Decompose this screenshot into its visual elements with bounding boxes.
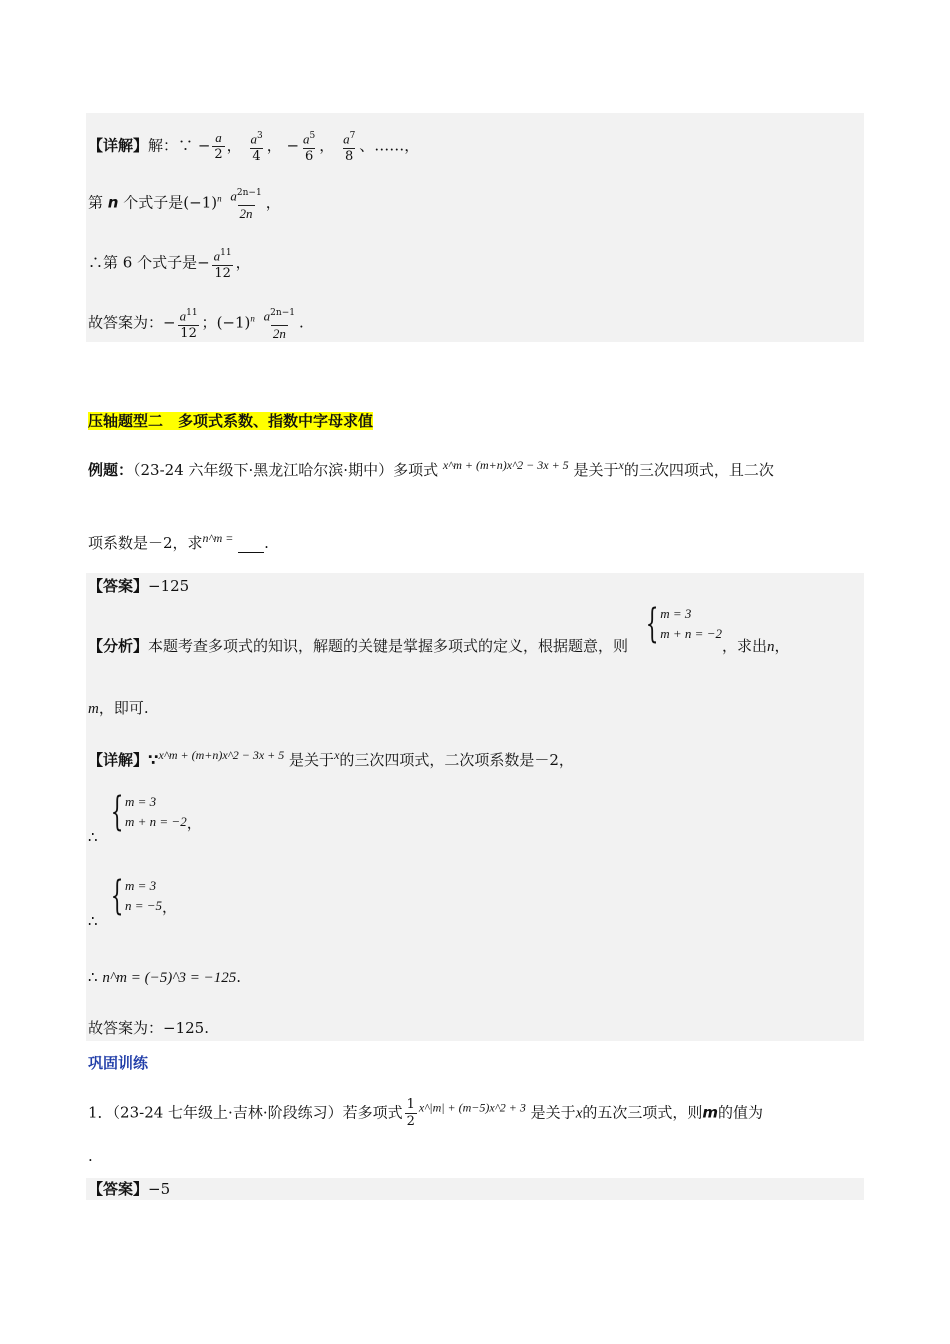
final-answer-line: 故答案为：−125. — [88, 1019, 209, 1037]
general-term-fraction: $\frac{a^{2n-1}}{2n}$ — [230, 188, 262, 222]
fraction-4: $\frac{a^7}{8}$ — [343, 131, 356, 165]
detail-line: 【详解】∵$^{x\^{}m + (m+n)x\^{}2 - 3x + 5}$ 是关于$^x$的三次四项式，二次项系数是－2， — [88, 748, 574, 769]
sixth-term-fraction: $\frac{a^{11}}{12}$ — [213, 248, 232, 282]
practice-answer-box — [86, 1178, 864, 1200]
practice-question-1: 1．（23-24 七年级上·吉林·阶段练习）若多项式 $\frac{1}{2}$ $^{x\^{}|m| + (m-5)x\^{}2 + 3}$ 是关于x的五次三项式，则m的值为 — [88, 1097, 764, 1129]
answer-general-fraction: $\frac{a^{2n-1}}{2n}$ — [263, 308, 295, 342]
answer-blank — [238, 538, 264, 553]
step-1: ∴ { m = 3 m + n = −2 ， — [88, 789, 202, 846]
fraction-2: $\frac{a^3}{4}$ — [250, 131, 263, 165]
ask-expression: n^m = — [202, 531, 234, 545]
step-2: ∴ { m = 3 n = −5 ， — [88, 873, 178, 930]
answer-value: −125 — [148, 577, 190, 595]
example-label: 例题： — [88, 461, 134, 479]
example-polynomial: x^m + (m+n)x^2 − 3x + 5 — [442, 458, 569, 472]
answer-fraction: $\frac{a^{11}}{12}$ — [179, 308, 198, 342]
analysis-line-2: m，即可. — [88, 699, 149, 717]
detail-line-1: 【详解】解：∵ − $\frac{a}{2}$ ， $\frac{a^3}{4}$ ， − $\frac{a^5}{6}$ ， $\frac{a^7}{8}$ 、……， — [88, 128, 419, 165]
practice-title: 巩固训练 — [88, 1054, 149, 1072]
analysis-line: 【分析】本题考查多项式的知识，解题的关键是掌握多项式的定义，根据题意，则 { m = 3 m + n = −2 ，求出n， — [88, 601, 790, 655]
fraction-1: $\frac{a}{2}$ — [214, 130, 223, 163]
detail-tag: 【详解】 — [88, 136, 149, 155]
system-of-equations: { m = 3 m + n = −2 — [645, 601, 722, 647]
detail-line-2: 第 n 个式子是$(-1)^n$ $\frac{a^{2n-1}}{2n}$ ， — [88, 185, 281, 222]
minus-sign: − — [197, 136, 211, 155]
example-line-2: 项系数是－2，求$^{n\^{}m =}$ . — [88, 531, 269, 552]
fraction-3: $\frac{a^5}{6}$ — [303, 131, 316, 165]
power-result: n^m = (−5)^3 = −125 — [102, 970, 237, 986]
example-line-1: 例题：（23-24 六年级下·黑龙江哈尔滨·期中）多项式 $^{x\^{}m + (m+n)x\^{}2 - 3x + 5}$ 是关于$^x$的三次四项式，且二次 — [88, 458, 774, 479]
practice-answer-line: 【答案】−5 — [88, 1180, 171, 1198]
half-fraction: $\frac{1}{2}$ — [406, 1097, 415, 1129]
practice-question-1-end: . — [88, 1147, 93, 1165]
answer-line: 【答案】−125 — [88, 577, 190, 595]
detail-line-3: ∴第 6 个式子是− $\frac{a^{11}}{12}$ ， — [88, 245, 251, 282]
step-3: ∴ n^m = (−5)^3 = −125. — [88, 968, 242, 986]
detail-line-4: 故答案为：− $\frac{a^{11}}{12}$ ；$(-1)^n$ $\frac{a^{2n-1}}{2n}$ . — [88, 305, 304, 342]
solution-prefix: 解：∵ — [148, 136, 194, 155]
section-title: 压轴题型二 多项式系数、指数中字母求值 — [88, 412, 374, 430]
